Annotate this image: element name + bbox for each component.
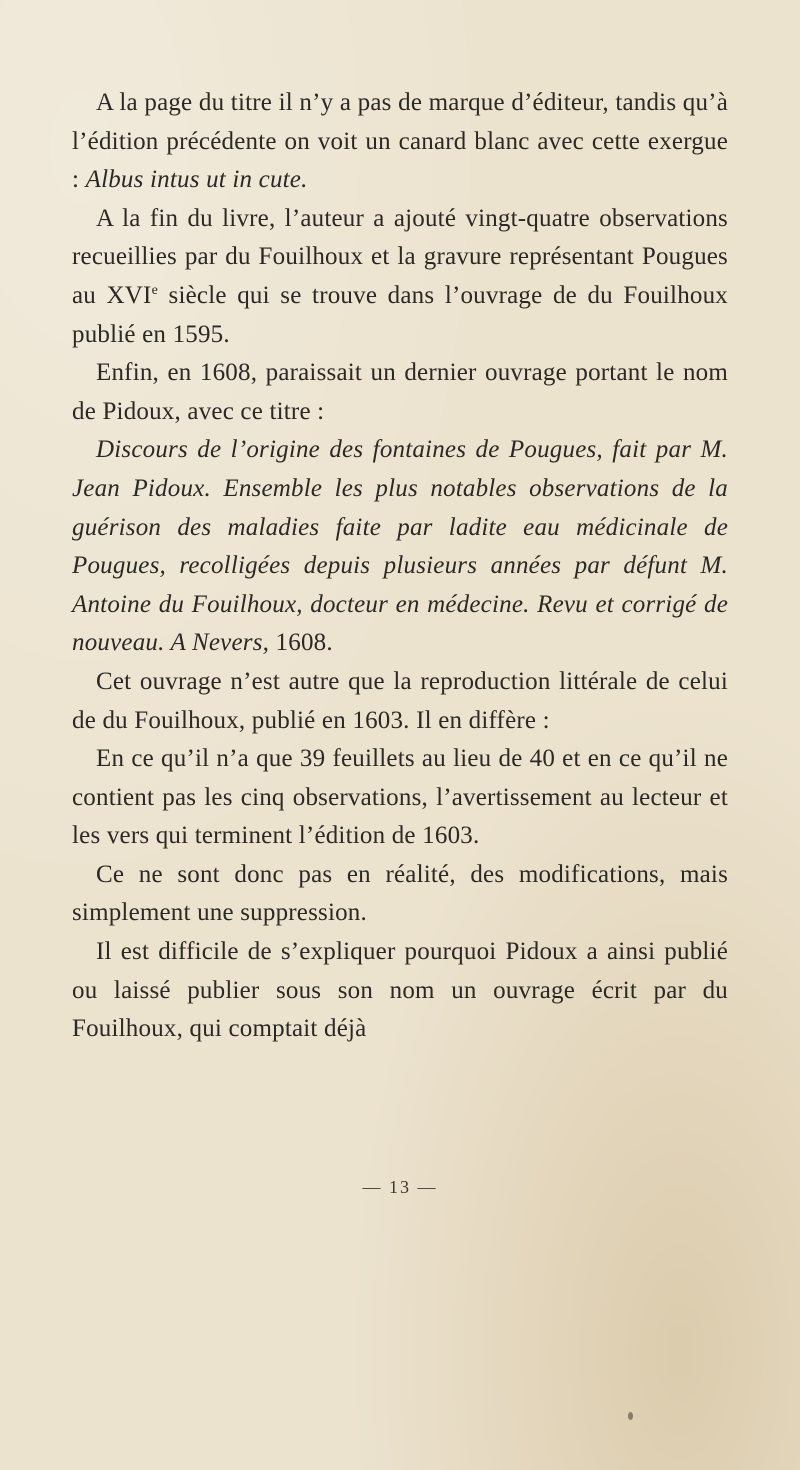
century-superscript: e (151, 282, 159, 298)
paragraph-2 (72, 200, 728, 354)
paragraph-5 (72, 663, 728, 740)
paragraph-6 (72, 740, 728, 856)
paragraph-3-text: Enfin, en 1608, paraissait un dernier ouvrage portant le nom de Pidoux, avec ce titre : (72, 359, 728, 425)
body-text (72, 84, 728, 1049)
page-number: — 13 — (362, 1177, 438, 1197)
paragraph-2-text-before: A la fin du livre, l’auteur a ajouté vingt-quatre observations recueillies par du Fouilhoux et la gravure représentant Pougues au (72, 204, 728, 309)
paragraph-8 (72, 933, 728, 1049)
paragraph-4-title-quote (72, 431, 728, 663)
paragraph-1-text: A la page du titre il n’y a pas de marque d’éditeur, tandis qu’à l’édition précédente on voit un canard blanc avec cette exergue : (72, 89, 728, 194)
paragraph-2-text-after: siècle qui se trouve dans l’ouvrage de du Fouilhoux publié en 1595. (72, 281, 729, 348)
book-title: Discours de l’origine des fontaines de Pougues, fait par M. Jean Pidoux. Ensemble les plus notables observations de la guérison des maladies faite par ladite eau médicinale de Pougues, recolligées depuis plusieurs années par défunt M. Antoine du Fouilhoux, docteur en médecine. Revu et corrigé de nouveau. A Nevers, (72, 436, 728, 657)
ink-spot (628, 1412, 633, 1420)
paragraph-5-text: Cet ouvrage n’est autre que la reproduction littérale de celui de du Fouilhoux, publié en 1603. Il en diffère : (72, 667, 728, 734)
century-numeral: XVI (106, 281, 152, 309)
paragraph-7-text: Ce ne sont donc pas en réalité, des modifications, mais simplement une suppression. (72, 860, 728, 927)
paragraph-8-text: Il est difficile de s’expliquer pourquoi Pidoux a ainsi publié ou laissé publier sous son nom un ouvrage écrit par du Fouilhoux, qui comptait déjà (72, 938, 728, 1043)
paragraph-3 (72, 354, 728, 431)
paragraph-7 (72, 856, 728, 933)
book-title-year: 1608. (269, 629, 333, 657)
paragraph-6-text: En ce qu’il n’a que 39 feuillets au lieu de 40 et en ce qu’il ne contient pas les cinq observations, l’avertissement au lecteur et les vers qui terminent l’édition de 1603. (72, 745, 728, 850)
paragraph-1 (72, 84, 728, 200)
exergue-quote: Albus intus ut in cute. (85, 166, 308, 194)
